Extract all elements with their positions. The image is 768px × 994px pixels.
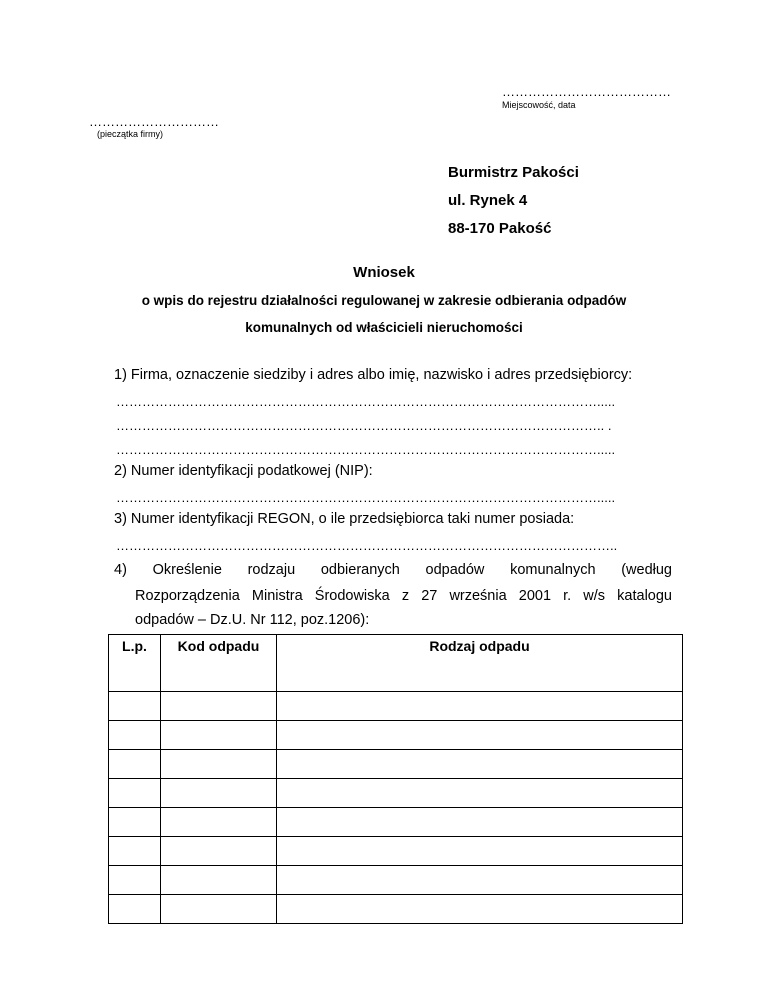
header-waste-code: Kod odpadu: [161, 635, 277, 692]
cell-lp[interactable]: [109, 750, 161, 779]
cell-waste-type[interactable]: [277, 866, 683, 895]
fill-line-regon[interactable]: ……………………………………………………………………………………………………..: [116, 538, 618, 553]
document-subtitle-line-1: o wpis do rejestru działalności regulowanej w zakresie odbierania odpadów: [141, 293, 627, 308]
cell-lp[interactable]: [109, 837, 161, 866]
item-4-label-line-1: 4) Określenie rodzaju odbieranych odpadów komunalnych (według: [114, 562, 672, 578]
recipient-line-3: 88-170 Pakość: [448, 220, 552, 237]
cell-waste-code[interactable]: [161, 721, 277, 750]
fill-line-1[interactable]: ………………………………………………………………………………………………….....: [116, 394, 616, 409]
stamp-dots: …………………………: [89, 114, 219, 129]
cell-waste-code[interactable]: [161, 837, 277, 866]
table-row: [109, 692, 683, 721]
cell-lp[interactable]: [109, 866, 161, 895]
stamp-label: (pieczątka firmy): [97, 129, 164, 139]
fill-line-nip[interactable]: ………………………………………………………………………………………………….....: [116, 490, 616, 505]
cell-lp[interactable]: [109, 721, 161, 750]
cell-waste-code[interactable]: [161, 692, 277, 721]
recipient-line-2: ul. Rynek 4: [448, 192, 528, 209]
cell-lp[interactable]: [109, 779, 161, 808]
header-lp: L.p.: [109, 635, 161, 692]
cell-waste-code[interactable]: [161, 750, 277, 779]
cell-waste-type[interactable]: [277, 721, 683, 750]
cell-lp[interactable]: [109, 692, 161, 721]
table-row: [109, 895, 683, 924]
cell-lp[interactable]: [109, 808, 161, 837]
fill-line-2[interactable]: ………………………………………………………………………………………………….. .: [116, 418, 612, 433]
item-2-label: 2) Numer identyfikacji podatkowej (NIP):: [114, 463, 373, 479]
header-waste-type: Rodzaj odpadu: [277, 635, 683, 692]
item-1-label: 1) Firma, oznaczenie siedziby i adres albo imię, nazwisko i adres przedsiębiorcy:: [114, 367, 633, 383]
cell-waste-type[interactable]: [277, 895, 683, 924]
cell-waste-code[interactable]: [161, 866, 277, 895]
cell-waste-code[interactable]: [161, 895, 277, 924]
fill-line-3[interactable]: ………………………………………………………………………………………………….....: [116, 442, 616, 457]
table-row: [109, 779, 683, 808]
recipient-line-1: Burmistrz Pakości: [448, 164, 579, 181]
table-row: [109, 837, 683, 866]
cell-waste-code[interactable]: [161, 808, 277, 837]
cell-waste-type[interactable]: [277, 692, 683, 721]
item-3-label: 3) Numer identyfikacji REGON, o ile przedsiębiorca taki numer posiada:: [114, 511, 575, 527]
document-subtitle-line-2: komunalnych od właścicieli nieruchomości: [245, 320, 523, 335]
cell-waste-type[interactable]: [277, 808, 683, 837]
cell-waste-type[interactable]: [277, 750, 683, 779]
cell-waste-type[interactable]: [277, 779, 683, 808]
cell-waste-type[interactable]: [277, 837, 683, 866]
cell-lp[interactable]: [109, 895, 161, 924]
table-header-row: [109, 635, 683, 692]
item-4-label-line-3: odpadów – Dz.U. Nr 112, poz.1206):: [135, 612, 370, 628]
table-row: [109, 808, 683, 837]
table-row: [109, 721, 683, 750]
place-date-label: Miejscowość, data: [502, 100, 576, 110]
table-row: [109, 866, 683, 895]
document-title: Wniosek: [353, 264, 415, 281]
item-4-label-line-2: Rozporządzenia Ministra Środowiska z 27 września 2001 r. w/s katalogu: [135, 588, 672, 604]
place-date-dots: …………………………………: [502, 84, 671, 99]
cell-waste-code[interactable]: [161, 779, 277, 808]
table-row: [109, 750, 683, 779]
waste-table: [108, 634, 683, 924]
